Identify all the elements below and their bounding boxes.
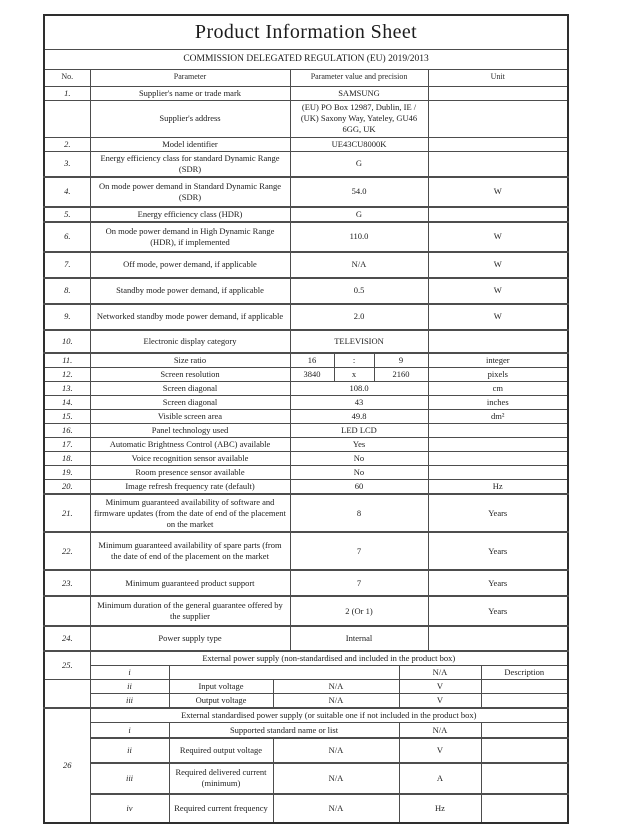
sub-number-cell: ii [90, 738, 169, 763]
unit-cell: W [428, 177, 568, 207]
section-row [44, 666, 568, 680]
unit-cell: integer [428, 353, 568, 368]
row-number-cell [44, 596, 90, 626]
value-cell: G [290, 207, 428, 222]
parameter-cell: Minimum guaranteed availability of spare parts (from the date of end of the placement on the market [90, 532, 290, 570]
value-cell: 43 [290, 395, 428, 409]
col-header-value: Parameter value and precision [290, 69, 428, 86]
parameter-cell [169, 666, 399, 680]
table-row [44, 100, 568, 137]
value-cell: (EU) PO Box 12987, Dublin, IE / (UK) Saxony Way, Yateley, GU46 6GG, UK [290, 100, 428, 137]
unit-cell: V [399, 738, 481, 763]
value-cell: 7 [290, 532, 428, 570]
value-cell: G [290, 151, 428, 177]
value-cell: 108.0 [290, 381, 428, 395]
parameter-cell: Screen diagonal [90, 381, 290, 395]
parameter-cell: On mode power demand in Standard Dynamic Range (SDR) [90, 177, 290, 207]
parameter-cell: Required output voltage [169, 738, 273, 763]
row-number-cell: 16. [44, 423, 90, 437]
table-row [44, 304, 568, 330]
row-number-cell: 22. [44, 532, 90, 570]
unit-cell: Years [428, 596, 568, 626]
row-number-cell: 2. [44, 137, 90, 151]
parameter-cell: Supplier's name or trade mark [90, 86, 290, 100]
table-row [44, 252, 568, 278]
unit-cell: Hz [428, 480, 568, 495]
description-cell [481, 694, 568, 709]
table-row [44, 438, 568, 452]
unit-cell: W [428, 222, 568, 252]
description-cell: Description [481, 666, 568, 680]
row-number-cell: 20. [44, 480, 90, 495]
row-number-cell: 25. [44, 651, 90, 680]
value-part-cell: 2160 [374, 367, 428, 381]
unit-cell: Hz [399, 794, 481, 823]
row-number-cell: 10. [44, 330, 90, 353]
row-number-cell: 17. [44, 438, 90, 452]
table-row [44, 367, 568, 381]
table-row [44, 86, 568, 100]
sub-number-cell: iii [90, 763, 169, 794]
sub-number-cell: ii [90, 680, 169, 694]
section-title-row [44, 651, 568, 666]
row-number-cell: 26 [44, 708, 90, 823]
unit-cell: pixels [428, 367, 568, 381]
table-row [44, 177, 568, 207]
parameter-cell: Supported standard name or list [169, 723, 399, 738]
parameter-cell: Off mode, power demand, if applicable [90, 252, 290, 278]
unit-cell: N/A [399, 666, 481, 680]
value-cell: No [290, 452, 428, 466]
value-cell: No [290, 466, 428, 480]
unit-cell [428, 151, 568, 177]
row-number-cell: 21. [44, 494, 90, 532]
row-number-cell: 6. [44, 222, 90, 252]
table-row [44, 596, 568, 626]
section-title-cell: External power supply (non-standardised and included in the product box) [90, 651, 568, 666]
value-cell: 7 [290, 570, 428, 596]
row-number-cell: 1. [44, 86, 90, 100]
regulation-subtitle: COMMISSION DELEGATED REGULATION (EU) 2019/2013 [44, 49, 568, 69]
title-row [44, 15, 568, 49]
unit-cell: A [399, 763, 481, 794]
value-cell: Internal [290, 626, 428, 651]
value-cell: 60 [290, 480, 428, 495]
parameter-cell: Supplier's address [90, 100, 290, 137]
unit-cell: W [428, 252, 568, 278]
row-number-cell: 18. [44, 452, 90, 466]
unit-cell: Years [428, 494, 568, 532]
row-number-cell: 24. [44, 626, 90, 651]
section-row [44, 763, 568, 794]
row-number-cell: 15. [44, 409, 90, 423]
row-number-cell: 4. [44, 177, 90, 207]
row-number-cell: 19. [44, 466, 90, 480]
table-row [44, 137, 568, 151]
unit-cell: inches [428, 395, 568, 409]
description-cell [481, 738, 568, 763]
section-row [44, 694, 568, 709]
unit-cell: N/A [399, 723, 481, 738]
value-part-cell: 16 [290, 353, 334, 368]
parameter-cell: Screen diagonal [90, 395, 290, 409]
col-header-unit: Unit [428, 69, 568, 86]
table-row [44, 330, 568, 353]
table-row [44, 278, 568, 304]
parameter-cell: Power supply type [90, 626, 290, 651]
table-row [44, 570, 568, 596]
row-number-cell: 7. [44, 252, 90, 278]
value-cell: 2 (Or 1) [290, 596, 428, 626]
unit-cell: Years [428, 532, 568, 570]
parameter-cell: Output voltage [169, 694, 273, 709]
unit-cell [428, 452, 568, 466]
parameter-cell: Visible screen area [90, 409, 290, 423]
unit-cell [428, 330, 568, 353]
row-number-cell: 9. [44, 304, 90, 330]
table-row [44, 381, 568, 395]
unit-cell [428, 423, 568, 437]
sub-number-cell: i [90, 666, 169, 680]
table-row [44, 395, 568, 409]
description-cell [481, 763, 568, 794]
description-cell [481, 680, 568, 694]
parameter-cell: Networked standby mode power demand, if applicable [90, 304, 290, 330]
parameter-cell: Electronic display category [90, 330, 290, 353]
value-cell: SAMSUNG [290, 86, 428, 100]
value-cell: Yes [290, 438, 428, 452]
unit-cell [428, 626, 568, 651]
parameter-cell: Minimum guaranteed availability of software and firmware updates (from the date of end of the placement on the market [90, 494, 290, 532]
row-number-cell: 5. [44, 207, 90, 222]
value-cell: N/A [273, 694, 399, 709]
col-header-no: No. [44, 69, 90, 86]
parameter-cell: Room presence sensor available [90, 466, 290, 480]
row-number-cell: 14. [44, 395, 90, 409]
table-row [44, 626, 568, 651]
section-row [44, 723, 568, 738]
unit-cell [428, 207, 568, 222]
unit-cell: Years [428, 570, 568, 596]
unit-cell: V [399, 694, 481, 709]
parameter-cell: Model identifier [90, 137, 290, 151]
column-header-row [44, 69, 568, 86]
parameter-cell: Energy efficiency class for standard Dynamic Range (SDR) [90, 151, 290, 177]
value-cell: N/A [273, 794, 399, 823]
row-number-cell: 12. [44, 367, 90, 381]
product-information-sheet-table [43, 14, 569, 824]
section-row [44, 794, 568, 823]
row-number-cell: 13. [44, 381, 90, 395]
row-number-cell: 11. [44, 353, 90, 368]
value-cell: 49.8 [290, 409, 428, 423]
parameter-cell: On mode power demand in High Dynamic Range (HDR), if implemented [90, 222, 290, 252]
unit-cell: cm [428, 381, 568, 395]
description-cell [481, 794, 568, 823]
unit-cell: W [428, 278, 568, 304]
value-cell: 110.0 [290, 222, 428, 252]
row-number-cell: 3. [44, 151, 90, 177]
parameter-cell: Standby mode power demand, if applicable [90, 278, 290, 304]
section-title-row [44, 708, 568, 723]
value-cell: LED LCD [290, 423, 428, 437]
parameter-cell: Required current frequency [169, 794, 273, 823]
table-row [44, 151, 568, 177]
table-row [44, 409, 568, 423]
table-row [44, 494, 568, 532]
unit-cell: V [399, 680, 481, 694]
value-cell: 54.0 [290, 177, 428, 207]
row-number-cell: 8. [44, 278, 90, 304]
parameter-cell: Minimum guaranteed product support [90, 570, 290, 596]
unit-cell [428, 438, 568, 452]
value-cell: N/A [290, 252, 428, 278]
value-separator-cell: x [334, 367, 374, 381]
parameter-cell: Voice recognition sensor available [90, 452, 290, 466]
parameter-cell: Automatic Brightness Control (ABC) available [90, 438, 290, 452]
row-number-cell: 23. [44, 570, 90, 596]
row-number-cell [44, 100, 90, 137]
unit-cell [428, 86, 568, 100]
table-row [44, 222, 568, 252]
table-row [44, 452, 568, 466]
parameter-cell: Panel technology used [90, 423, 290, 437]
table-row [44, 466, 568, 480]
description-cell [481, 723, 568, 738]
sub-number-cell: i [90, 723, 169, 738]
table-row [44, 207, 568, 222]
page-title: Product Information Sheet [44, 15, 568, 49]
value-cell: UE43CU8000K [290, 137, 428, 151]
table-row [44, 423, 568, 437]
subtitle-row [44, 49, 568, 69]
parameter-cell: Input voltage [169, 680, 273, 694]
value-part-cell: 3840 [290, 367, 334, 381]
table-row [44, 532, 568, 570]
value-cell: 8 [290, 494, 428, 532]
table-row [44, 353, 568, 368]
section-title-cell: External standardised power supply (or suitable one if not included in the product box) [90, 708, 568, 723]
parameter-cell: Energy efficiency class (HDR) [90, 207, 290, 222]
unit-cell: W [428, 304, 568, 330]
unit-cell [428, 137, 568, 151]
parameter-cell: Required delivered current (minimum) [169, 763, 273, 794]
value-cell: N/A [273, 680, 399, 694]
sub-number-cell: iii [90, 694, 169, 709]
row-number-cell [44, 680, 90, 709]
value-cell: N/A [273, 763, 399, 794]
parameter-cell: Image refresh frequency rate (default) [90, 480, 290, 495]
table-row [44, 480, 568, 495]
unit-cell [428, 100, 568, 137]
value-cell: N/A [273, 738, 399, 763]
unit-cell: dm² [428, 409, 568, 423]
parameter-cell: Screen resolution [90, 367, 290, 381]
sub-number-cell: iv [90, 794, 169, 823]
section-row [44, 680, 568, 694]
unit-cell [428, 466, 568, 480]
value-part-cell: 9 [374, 353, 428, 368]
value-separator-cell: : [334, 353, 374, 368]
value-cell: TELEVISION [290, 330, 428, 353]
value-cell: 0.5 [290, 278, 428, 304]
value-cell: 2.0 [290, 304, 428, 330]
section-row [44, 738, 568, 763]
col-header-parameter: Parameter [90, 69, 290, 86]
parameter-cell: Size ratio [90, 353, 290, 368]
parameter-cell: Minimum duration of the general guarantee offered by the supplier [90, 596, 290, 626]
